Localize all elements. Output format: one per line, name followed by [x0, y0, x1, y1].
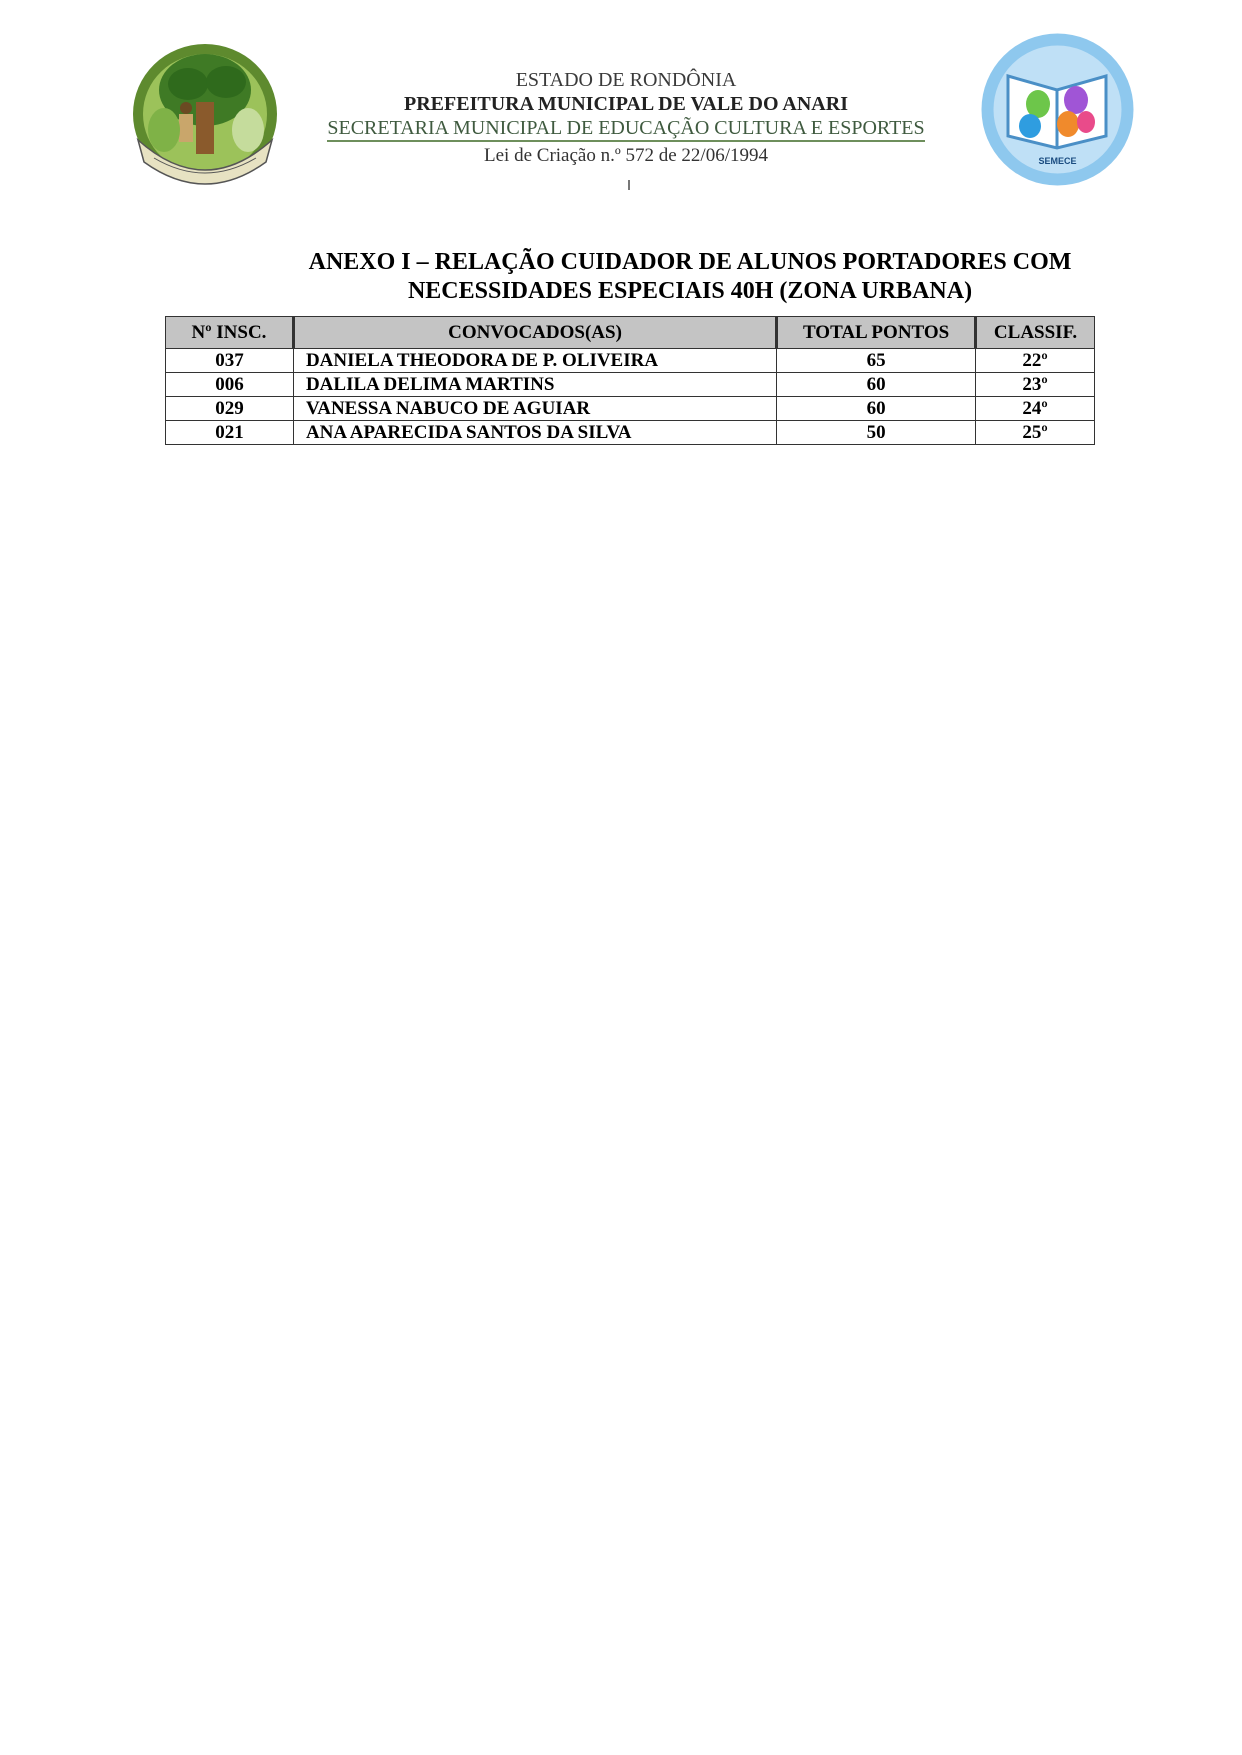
- divider-mark: [628, 180, 630, 190]
- table-header-row: [166, 317, 1095, 349]
- state-name: ESTADO DE RONDÔNIA: [515, 69, 737, 91]
- table-row: [166, 397, 1095, 421]
- candidates-table: [165, 316, 1095, 445]
- secretariat-name: SECRETARIA MUNICIPAL DE EDUCAÇÃO CULTURA E ESPORTES: [327, 116, 924, 142]
- cell-points: 60: [777, 397, 976, 421]
- cell-classif: 23º: [976, 373, 1095, 397]
- header-name: CONVOCADOS(AS): [293, 317, 776, 349]
- table-row: [166, 373, 1095, 397]
- cell-insc: 029: [166, 397, 294, 421]
- cell-insc: 006: [166, 373, 294, 397]
- title-line-1: ANEXO I – RELAÇÃO CUIDADOR DE ALUNOS PORTADORES COM: [308, 249, 1072, 275]
- cell-name: DANIELA THEODORA DE P. OLIVEIRA: [293, 349, 776, 373]
- cell-name: ANA APARECIDA SANTOS DA SILVA: [293, 421, 776, 445]
- prefecture-name: PREFEITURA MUNICIPAL DE VALE DO ANARI: [404, 93, 848, 115]
- header-points: TOTAL PONTOS: [777, 317, 976, 349]
- header-insc: Nº INSC.: [166, 317, 294, 349]
- cell-insc: 037: [166, 349, 294, 373]
- cell-name: DALILA DELIMA MARTINS: [293, 373, 776, 397]
- letterhead: [0, 0, 1242, 210]
- cell-classif: 24º: [976, 397, 1095, 421]
- letterhead-text: [300, 68, 952, 168]
- table-row: [166, 421, 1095, 445]
- cell-points: 65: [777, 349, 976, 373]
- cell-name: VANESSA NABUCO DE AGUIAR: [293, 397, 776, 421]
- cell-classif: 22º: [976, 349, 1095, 373]
- cell-points: 60: [777, 373, 976, 397]
- table-row: [166, 349, 1095, 373]
- coat-of-arms-logo: [124, 30, 286, 190]
- header-classif: CLASSIF.: [976, 317, 1095, 349]
- cell-insc: 021: [166, 421, 294, 445]
- document-title: [250, 248, 1130, 306]
- semece-logo: [980, 32, 1135, 187]
- cell-classif: 25º: [976, 421, 1095, 445]
- title-line-2: NECESSIDADES ESPECIAIS 40H (ZONA URBANA): [407, 278, 973, 304]
- svg-text:SEMECE: SEMECE: [1038, 156, 1077, 166]
- cell-points: 50: [777, 421, 976, 445]
- creation-law: Lei de Criação n.º 572 de 22/06/1994: [484, 145, 768, 166]
